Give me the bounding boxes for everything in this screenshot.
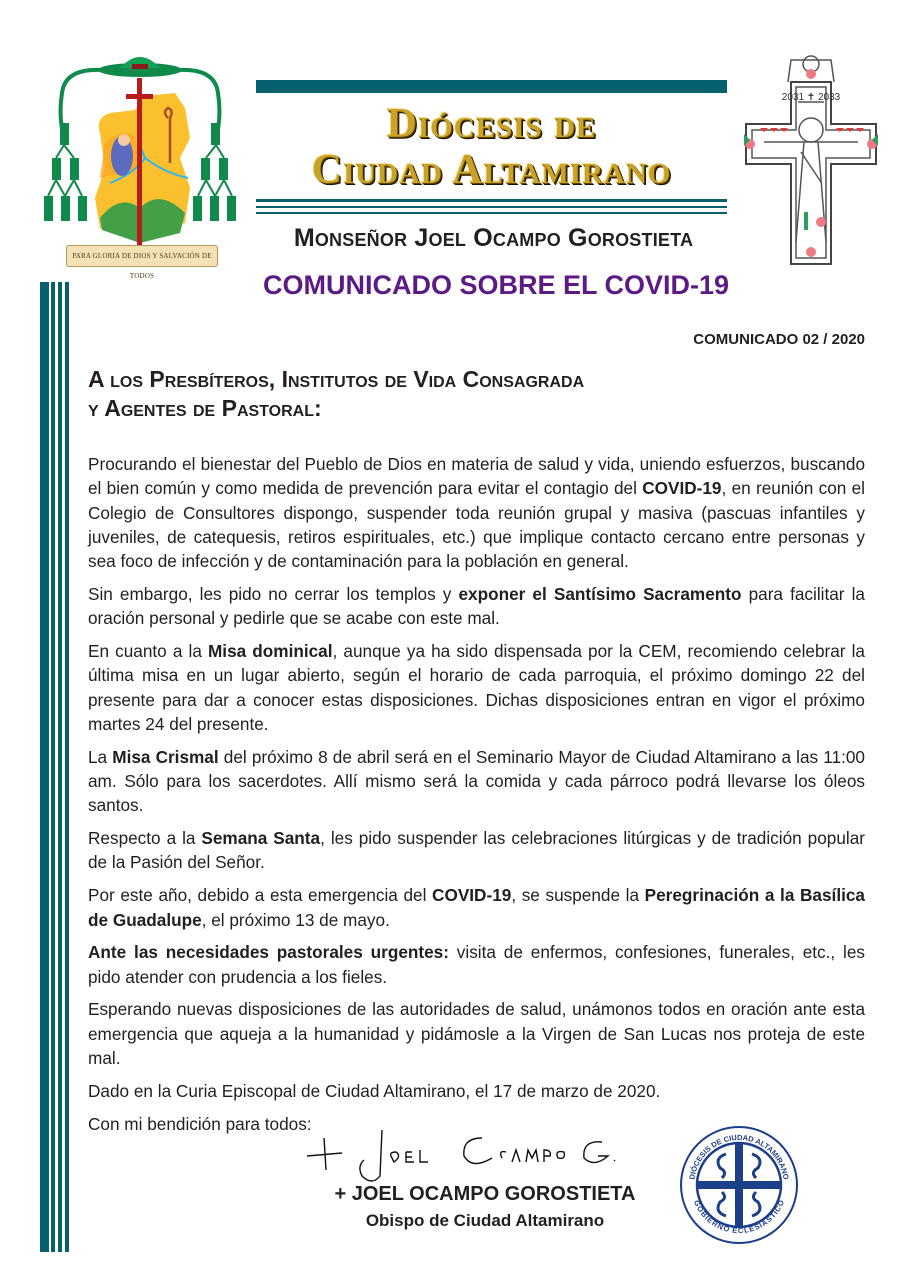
paragraph [88,582,865,631]
text: del próximo 8 de abril será en el Seminario Mayor de Ciudad Altamirano a las 11:00 am. Sólo para los sacerdotes. Allí mismo será la comida y cada párroco podrá llevarse los óleos santos. [88,746,865,816]
diocese-title-line1: Diócesis de [386,101,597,147]
bishop-name: Monseñor Joel Ocampo Gorostieta [293,224,694,252]
coat-of-arms-motto: PARA GLORIA DE DIOS Y SALVACIÓN DE TODOS [66,245,218,267]
text: En cuanto a la [88,641,208,662]
svg-text:GOBIERNO ECLESIÁSTICO: GOBIERNO ECLESIÁSTICO [691,1198,787,1236]
header-rule [256,206,727,208]
text: Esperando nuevas disposiciones de las autoridades de salud, unámonos todos en oración ante esta emergencia que aqueja a la humanidad y pidámosle a la Virgen de San Lucas nos proteja de este mal. [88,999,865,1069]
text: Sin embargo, les pido no cerrar los templos y [88,583,459,604]
bold-text: Peregrinación a la Basílica de Guadalupe [88,885,865,930]
bold-text: Semana Santa [201,828,321,849]
document-title: COMUNICADO SOBRE EL COVID-19 [262,270,730,300]
handwritten-signature-icon [302,1128,642,1183]
paragraph [88,452,865,573]
paragraph [88,940,865,989]
svg-text:2031 ✝ 2033: 2031 ✝ 2033 [781,92,841,103]
header-rule [256,212,727,214]
text: , se suspende la [511,885,645,906]
coat-of-arms-icon [40,48,240,273]
paragraph [88,883,865,932]
bold-text: Ante las necesidades pastorales urgentes: [88,942,449,963]
text: para facilitar la oración personal y pedirle que se acabe con este mal. [88,583,865,629]
bold-text: COVID-19 [642,478,722,499]
salutation [88,365,788,423]
text: visita de enfermos, confesiones, funerales, etc., les pido atender con prudencia a los fieles. [88,942,865,987]
bold-text: COVID-19 [432,885,512,906]
diocese-title-line2: Ciudad Altamirano [311,147,672,193]
text: Procurando el bienestar del Pueblo de Dios en materia de salud y vida, uniendo esfuerzos, buscando el bien común y como medida de prevención para evitar el contagio del [88,454,865,499]
paragraph [88,639,865,736]
paragraph [88,826,865,875]
text: , en reunión con el Colegio de Consultores dispongo, suspender toda reunión grupal y masiva (pascuas infantiles y juveniles, de catequesis, retiros espirituales, etc.) que implique contacto cercano entre personas y sea foco de infección y de contaminación para la población en general. [88,478,865,572]
text: Por este año, debido a esta emergencia del [88,885,433,906]
paragraph [88,997,865,1070]
communique-number: COMUNICADO 02 / 2020 [693,331,865,348]
bold-text: Misa Crismal [112,746,219,767]
text: Dado en la Curia Episcopal de Ciudad Altamirano, el 17 de marzo de 2020. [88,1080,661,1101]
header-rule [256,199,727,202]
salutation-line1: A los Presbíteros, Institutos de Vida Consagrada [88,366,585,392]
text: La [88,746,113,767]
decorative-vertical-bars [40,282,70,1252]
text: Respecto a la [88,828,202,849]
paragraph [88,1079,865,1103]
bold-text: Misa dominical [207,641,333,662]
signatory-name: + JOEL OCAMPO GOROSTIETA [334,1183,636,1205]
header-top-bar [256,80,727,93]
svg-text:DIÓCESIS DE CIUDAD ALTAMIRANO: DIÓCESIS DE CIUDAD ALTAMIRANO [687,1132,791,1181]
text: , les pido suspender las celebraciones litúrgicas y de tradición popular de la Pasión del Señor. [88,828,865,873]
text: Con mi bendición para todos: [88,1113,312,1134]
bold-text: exponer el Santísimo Sacramento [458,583,742,604]
crucifix-icon [736,42,886,270]
text: , aunque ya ha sido dispensada por la CEM, recomiendo celebrar la última misa en un lugar abierto, según el horario de cada parroquia, el próximo domingo 22 del presente para dar a conocer estas disposiciones. Dichas disposiciones entran en vigor el próximo martes 24 del presente. [88,641,865,734]
text: , el próximo 13 de mayo. [201,909,390,930]
letter-body [88,452,865,1144]
signatory-title: Obispo de Ciudad Altamirano [365,1211,605,1230]
salutation-line2: y Agentes de Pastoral: [88,395,322,421]
diocese-seal-icon [676,1122,802,1248]
paragraph [88,745,865,818]
